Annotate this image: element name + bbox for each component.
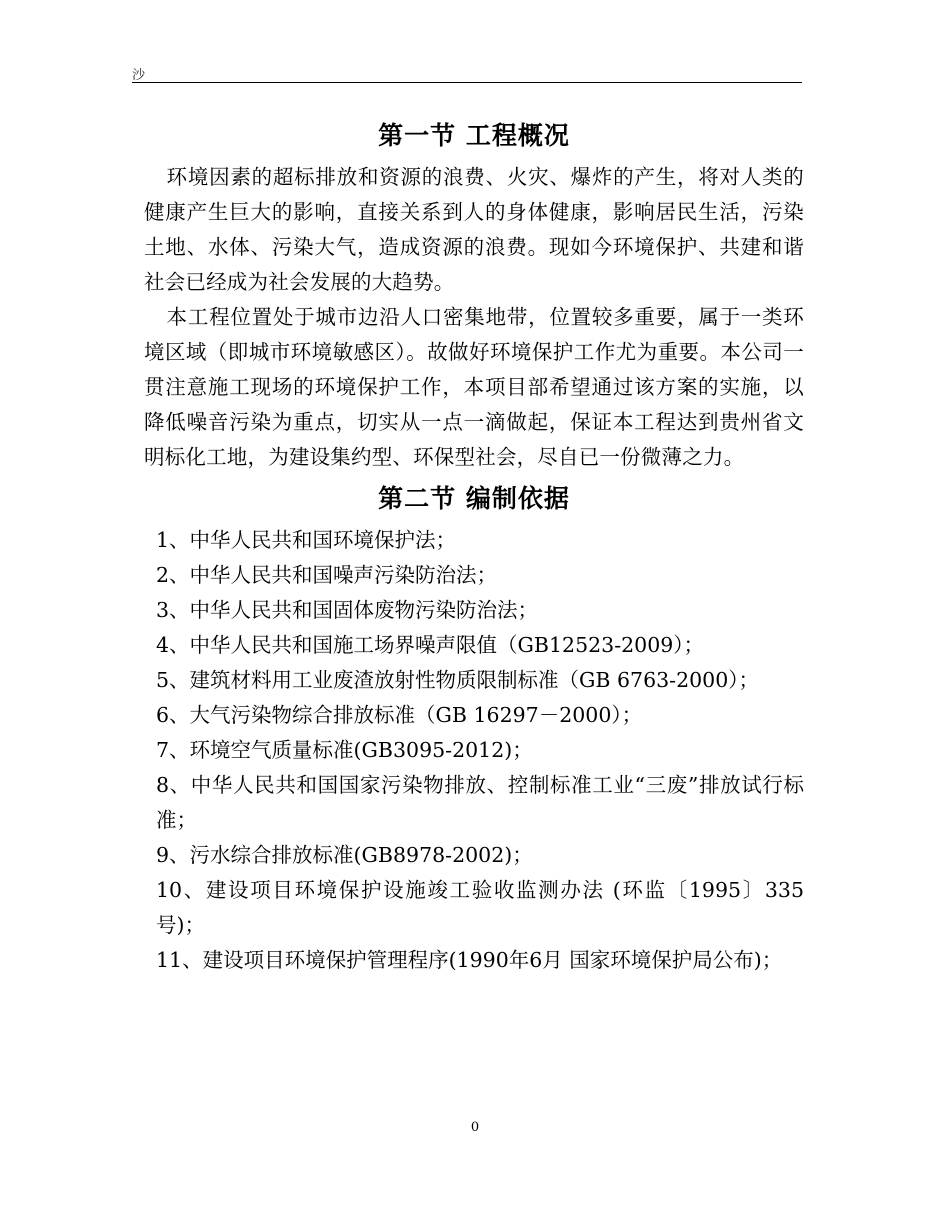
- reference-item-4: 4、中华人民共和国施工场界噪声限值（GB12523-2009）；: [156, 633, 705, 657]
- reference-item-9: 9、污水综合排放标准(GB8978-2002)；: [156, 843, 533, 867]
- reference-item-10: 10、建设项目环境保护设施竣工验收监测办法 (环监〔1995〕335号)；: [156, 878, 804, 937]
- reference-item-5: 5、建筑材料用工业废渣放射性物质限制标准（GB 6763-2000）；: [156, 668, 760, 692]
- section-1-paragraph-1: 环境因素的超标排放和资源的浪费、火灾、爆炸的产生，将对人类的健康产生巨大的影响，直接关系到人的身体健康，影响居民生活，污染土地、水体、污染大气，造成资源的浪费。现如今环境保护、共建和谐社会已经成为社会发展的大趋势。: [144, 165, 804, 294]
- reference-item-7: 7、环境空气质量标准(GB3095-2012)；: [156, 738, 533, 762]
- reference-item-11: 11、建设项目环境保护管理程序(1990年6月 国家环境保护局公布)；: [156, 948, 783, 972]
- header-text: 沙: [132, 68, 146, 83]
- reference-item-2: 2、中华人民共和国噪声污染防治法；: [156, 563, 498, 587]
- reference-item-3: 3、中华人民共和国固体废物污染防治法；: [156, 598, 539, 622]
- reference-item-8: 8、中华人民共和国国家污染物排放、控制标准工业“三废”排放试行标准；: [156, 773, 804, 832]
- header-rule: [132, 82, 802, 83]
- page-content: [144, 112, 804, 978]
- reference-item-1: 1、中华人民共和国环境保护法；: [156, 528, 457, 552]
- section-2-title: 第二节 编制依据: [378, 484, 570, 513]
- reference-list: [144, 523, 804, 978]
- section-1-title: 第一节 工程概况: [378, 121, 570, 150]
- page-number: 0: [470, 1120, 480, 1135]
- reference-item-6: 6、大气污染物综合排放标准（GB 16297－2000）；: [156, 703, 643, 727]
- section-1-paragraph-2: 本工程位置处于城市边沿人口密集地带，位置较多重要，属于一类环境区域（即城市环境敏感区）。故做好环境保护工作尤为重要。本公司一贯注意施工现场的环境保护工作，本项目部希望通过该方案的实施，以降低噪音污染为重点，切实从一点一滴做起，保证本工程达到贵州省文明标化工地，为建设集约型、环保型社会，尽自已一份微薄之力。: [144, 305, 804, 469]
